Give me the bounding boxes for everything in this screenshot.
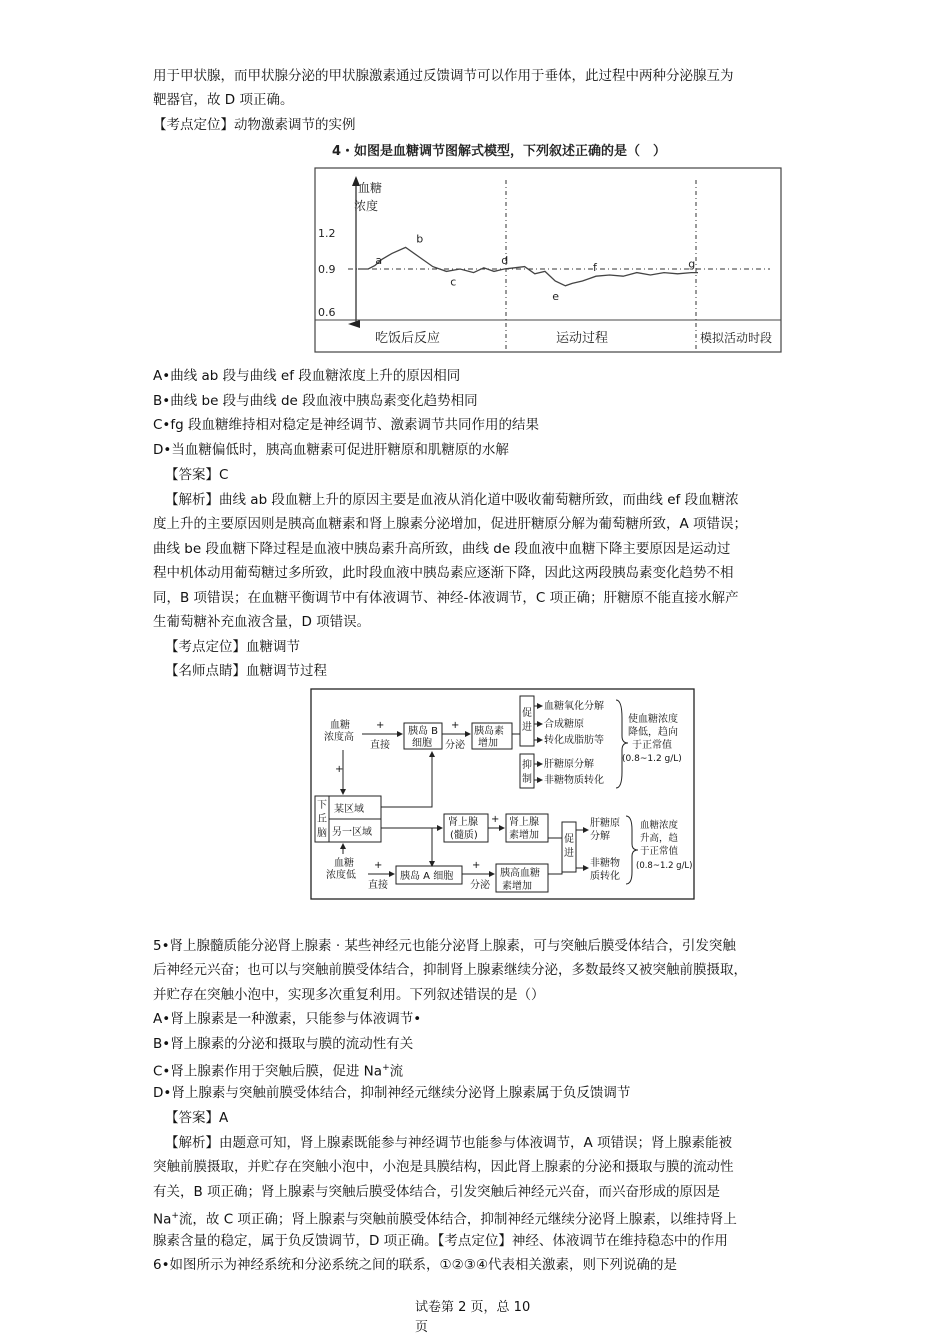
plus-sign: + (491, 814, 500, 825)
effect-item: 血糖氧化分解 (544, 701, 604, 712)
plus-sign: + (335, 764, 344, 775)
y-label-1: 血糖 (358, 181, 383, 195)
plus-sign: + (472, 860, 481, 871)
area-label: 另一区域 (332, 827, 372, 838)
box-text: 素增加 (502, 881, 532, 892)
plus-sign: + (376, 720, 385, 731)
box-text: 增加 (478, 738, 498, 749)
box-text: 肾上腺 (509, 817, 539, 828)
explanation-line: 生葡萄糖补充血液含量，D 项错误。 (153, 614, 371, 630)
explanation-line: 度上升的主要原因则是胰高血糖素和肾上腺素分泌增加，促进肝糖原分解为葡萄糖所致，A 项错误； (153, 516, 748, 532)
connector (548, 838, 562, 848)
phase-label: 运动过程 (556, 331, 609, 346)
explanation-line: 突触前膜摄取，并贮存在突触小泡中，小泡是具膜结构，因此肾上腺素的分泌和摄取与膜的流动性 (153, 1159, 734, 1175)
y-tick-label: 1.2 (318, 227, 336, 240)
high-label: 血糖 (330, 720, 350, 731)
q5-line: 5•肾上腺髓质能分泌肾上腺素 · 某些神经元也能分泌肾上腺素，可与突触后膜受体结合，引发突触 (153, 938, 736, 954)
explanation-line: 同，B 项错误；在血糖平衡调节中有体液调节、神经-体液调节，C 项正确；肝糖原不能直接水解产 (153, 590, 739, 606)
explanation-line: Na+流，故 C 项正确；肾上腺素与突触前膜受体结合，抑制神经元继续分泌肾上腺素，以维持肾上 (153, 1211, 737, 1228)
footer-text: 页 (415, 1320, 429, 1335)
box-promote (520, 696, 534, 746)
option-a: A•曲线 ab 段与曲线 ef 段血糖浓度上升的原因相同 (153, 368, 461, 384)
result-text: 升高，趋 (640, 833, 679, 844)
effect-item: 合成糖原 (544, 719, 584, 730)
curve-point-label: a (375, 254, 383, 267)
curve-point-label: d (501, 254, 509, 267)
y-tick-label: 0.9 (318, 263, 336, 276)
answer-line: 【答案】C (165, 467, 229, 483)
result-text: 血糖浓度 (640, 820, 679, 831)
curve-point-label: f (593, 261, 597, 275)
high-label: 浓度高 (324, 732, 354, 743)
effect-item: 质转化 (590, 871, 620, 882)
chart-question-title: 4・如图是血糖调节图解式模型，下列叙述正确的是（ ） (332, 144, 667, 159)
q5-line: 并贮存在突触小泡中，实现多次重复利用。下列叙述错误的是（） (153, 987, 545, 1003)
option-b: B•肾上腺素的分泌和摄取与膜的流动性有关 (153, 1036, 414, 1052)
q6-line: 6•如图所示为神经系统和分泌系统之间的联系，①②③④代表相关激素，则下列说确的是 (153, 1257, 677, 1273)
explanation-line: 有关，B 项正确；肾上腺素与突触后膜受体结合，引发突触后神经元兴奋，而兴奋形成的原因是 (153, 1184, 721, 1200)
low-label: 浓度低 (326, 870, 356, 881)
curve-point-label: e (552, 289, 559, 303)
box-text: 胰岛 B (408, 726, 439, 737)
mingshi-line: 【名师点睛】血糖调节过程 (165, 663, 327, 679)
effect-item: 肝糖原分解 (544, 759, 594, 770)
promote-label: 促 (522, 708, 532, 719)
effect-item: 转化成脂肪等 (544, 735, 604, 746)
plus-sign: + (451, 720, 460, 731)
result-text: (0.8~1.2 g/L) (636, 861, 693, 871)
plus-sign: + (374, 860, 383, 871)
option-a: A•肾上腺素是一种激素，只能参与体液调节• (153, 1011, 422, 1027)
baseline-arrow (348, 320, 360, 328)
kaodian-line: 【考点定位】动物激素调节的实例 (153, 117, 356, 133)
text-line: 靶器官，故 D 项正确。 (153, 92, 294, 108)
brace (616, 700, 628, 788)
box-text: (髓质) (450, 830, 478, 841)
explanation-line: 腺素含量的稳定，属于负反馈调节，D 项正确。【考点定位】神经、体液调节在维持稳态中的作用 (153, 1233, 728, 1249)
answer-line: 【答案】A (165, 1110, 229, 1126)
direct-label: 直接 (368, 880, 388, 891)
connector (548, 860, 562, 874)
box-text: 胰岛素 (474, 726, 504, 737)
direct-label: 直接 (370, 740, 390, 751)
box-text: 胰高血糖 (500, 868, 540, 879)
glucose-curve (358, 247, 698, 285)
blood-glucose-chart (310, 140, 785, 355)
promote-label: 促 (564, 834, 574, 845)
result-text: 使血糖浓度 (628, 714, 678, 725)
result-text: 于正常值 (632, 740, 672, 751)
curve-point-labels (375, 232, 695, 302)
kaodian-line: 【考点定位】血糖调节 (165, 639, 300, 655)
effect-item: 分解 (590, 831, 610, 842)
y-label-2: 浓度 (354, 199, 379, 213)
area-label: 某区域 (334, 804, 364, 815)
box-text: 素增加 (509, 830, 539, 841)
promote-label: 进 (564, 848, 574, 859)
footer-text: 试卷第 2 页，总 10 (415, 1300, 531, 1315)
explanation-line: 曲线 be 段血糖下降过程是血液中胰岛素升高所致，曲线 de 段血液中血糖下降主要原因是运动过 (153, 541, 731, 557)
explanation-line: 程中机体动用葡萄糖过多所致，此时段血液中胰岛素应逐渐下降，因此这两段胰岛素变化趋势不相 (153, 565, 734, 581)
hypo-label: 脑 (317, 828, 327, 839)
box-text: 胰岛 A 细胞 (400, 871, 454, 882)
option-d: D•肾上腺素与突触前膜受体结合，抑制神经元继续分泌肾上腺素属于负反馈调节 (153, 1085, 631, 1101)
arrow (381, 752, 432, 807)
glucose-regulation-diagram (310, 688, 695, 900)
curve-point-label: c (450, 275, 457, 289)
text-line: 用于甲状腺，而甲状腺分泌的甲状腺激素通过反馈调节可以作用于垂体，此过程中两种分泌腺互为 (153, 68, 734, 84)
box-text: 肾上腺 (448, 817, 478, 828)
box-promote-2 (562, 822, 576, 872)
curve-point-label: g (688, 257, 696, 271)
phase-label: 吃饭后反应 (375, 331, 441, 346)
effect-item: 非糖物 (590, 858, 620, 869)
brace (626, 816, 638, 884)
box-text: 细胞 (412, 738, 432, 749)
chart-frame (315, 168, 781, 352)
page-footer (415, 1298, 530, 1338)
inhibit-label: 制 (522, 774, 532, 785)
option-c: C•肾上腺素作用于突触后膜，促进 Na+流 (153, 1063, 404, 1080)
effect-item: 非糖物质转化 (544, 775, 604, 786)
hypo-label: 丘 (317, 814, 327, 825)
option-c: C•fg 段血糖维持相对稳定是神经调节、激素调节共同作用的结果 (153, 417, 540, 433)
result-text: 降低，趋向 (628, 727, 678, 738)
hypo-label: 下 (317, 800, 327, 811)
curve-point-label: b (416, 232, 424, 246)
result-text: (0.8~1.2 g/L) (622, 754, 682, 764)
inhibit-label: 抑 (522, 760, 532, 771)
effect-item: 肝糖原 (590, 818, 620, 829)
option-b: B•曲线 be 段与曲线 de 段血液中胰岛素变化趋势相同 (153, 393, 478, 409)
result-text: 于正常值 (640, 846, 679, 857)
explanation-line: 【解析】由题意可知，肾上腺素既能参与神经调节也能参与体液调节，A 项错误；肾上腺素能被 (165, 1135, 733, 1151)
explanation-line: 【解析】曲线 ab 段血糖上升的原因主要是血液从消化道中吸收葡萄糖所致，而曲线 ef 段血糖浓 (165, 492, 739, 508)
promote-label: 进 (522, 722, 532, 733)
y-tick-label: 0.6 (318, 306, 336, 319)
secrete-label: 分泌 (445, 740, 465, 751)
secrete-label: 分泌 (470, 880, 490, 891)
phase-label: 模拟活动时段 (700, 331, 773, 345)
option-d: D•当血糖偏低时，胰高血糖素可促进肝糖原和肌糖原的水解 (153, 442, 509, 458)
low-label: 血糖 (334, 858, 354, 869)
q5-line: 后神经元兴奋；也可以与突触前膜受体结合，抑制肾上腺素继续分泌，多数最终又被突触前膜摄取， (153, 962, 747, 978)
